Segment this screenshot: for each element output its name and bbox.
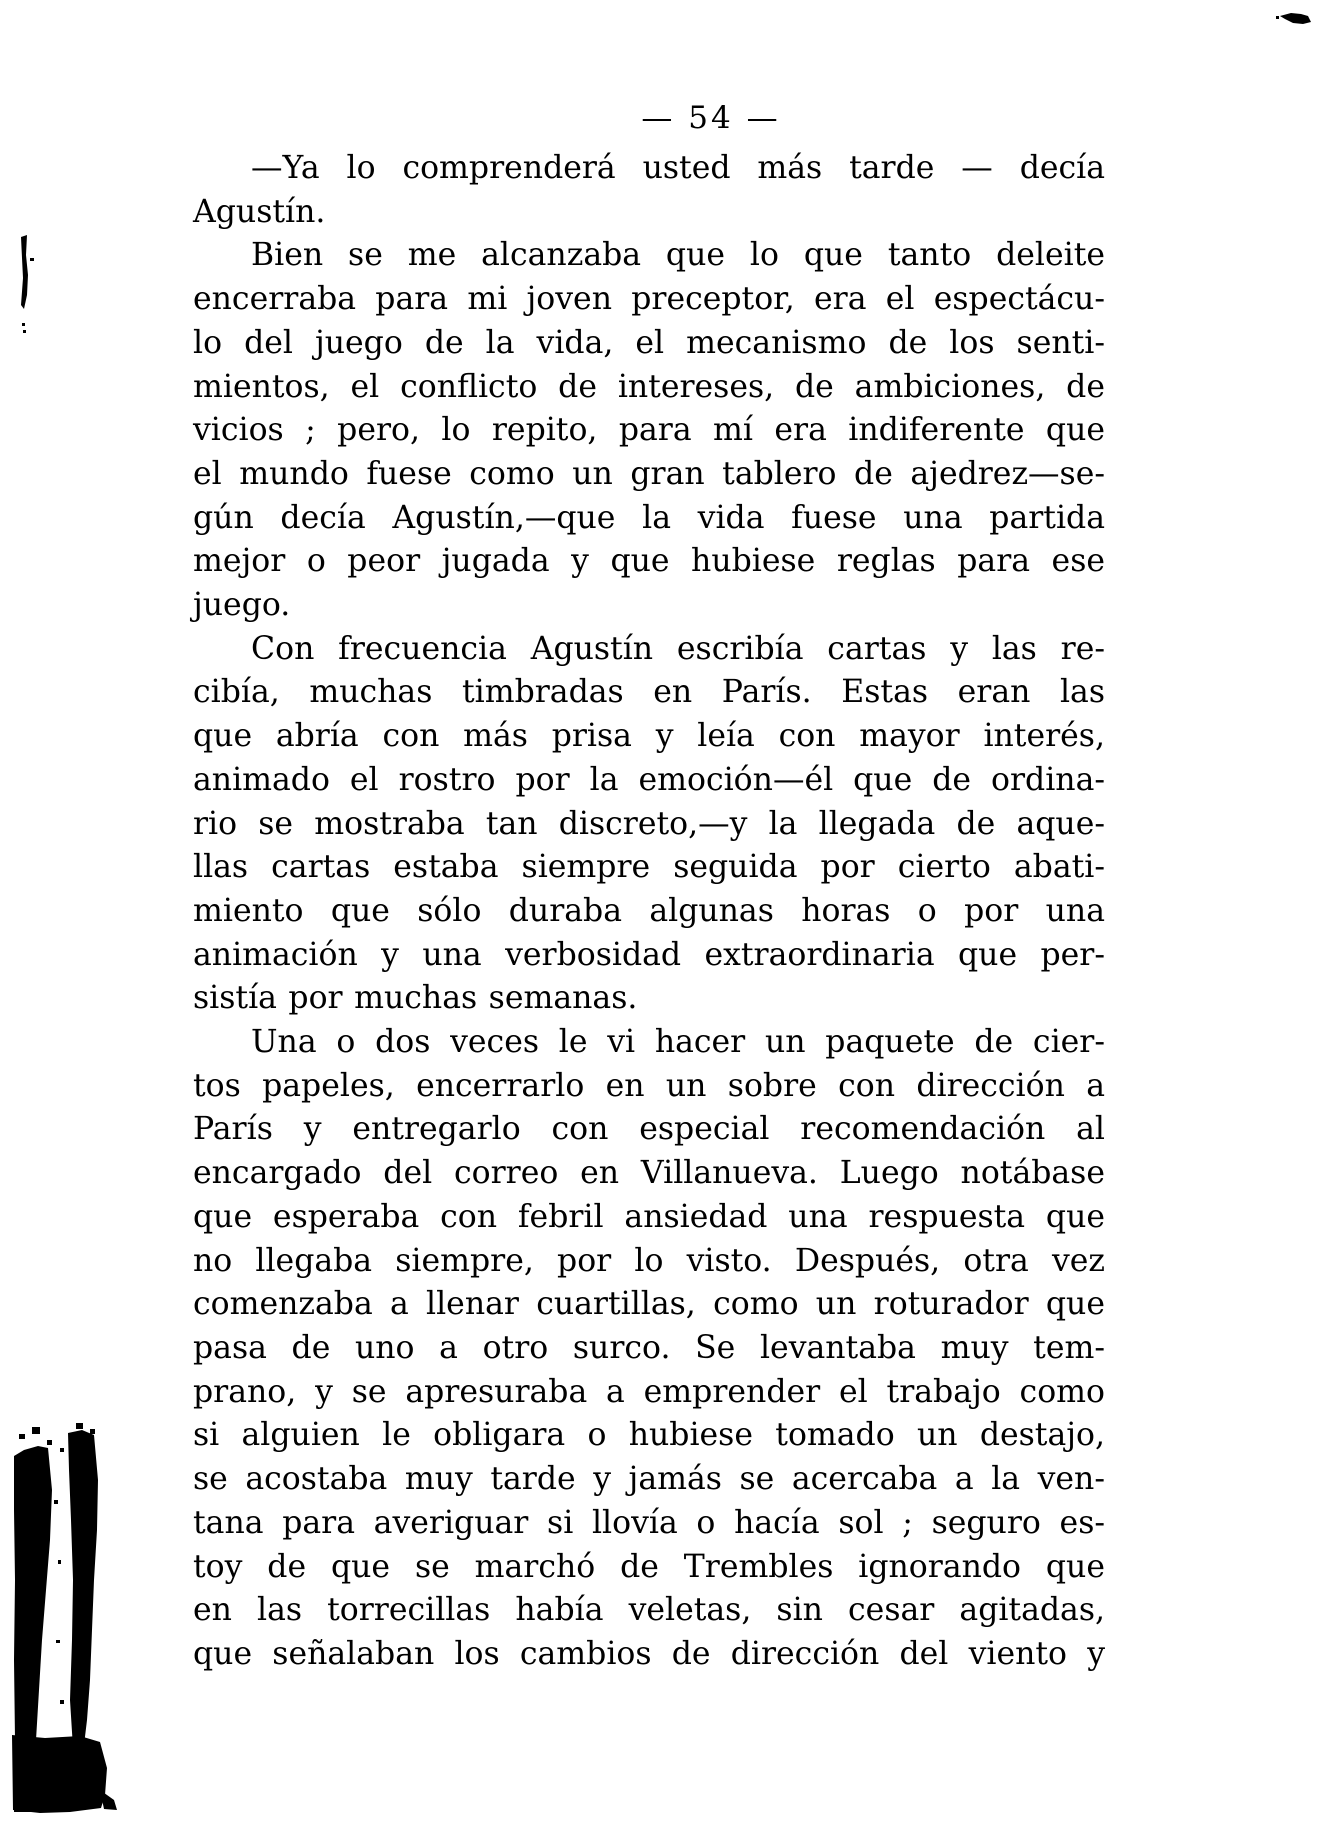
text-line: prano, y se apresuraba a emprender el trabajo como <box>193 1373 1105 1410</box>
text-line: que esperaba con febril ansiedad una respuesta que <box>193 1198 1105 1235</box>
text-line: rio se mostraba tan discreto,—y la llegada de aque- <box>193 805 1105 842</box>
text-line: el mundo fuese como un gran tablero de ajedrez—se- <box>193 455 1105 492</box>
text-line: Una o dos veces le vi hacer un paquete de cier- <box>251 1024 1105 1061</box>
text-line: si alguien le obligara o hubiese tomado un destajo, <box>193 1417 1105 1454</box>
text-line: —Ya lo comprenderá usted más tarde — decía <box>251 150 1105 186</box>
text-line: tos papeles, encerrarlo en un sobre con dirección a <box>193 1067 1105 1104</box>
text-line: París y entregarlo con especial recomendación al <box>193 1111 1105 1148</box>
text-line: cibía, muchas timbradas en París. Estas eran las <box>193 674 1105 711</box>
text-line: vicios ; pero, lo repito, para mí era indiferente que <box>193 412 1105 449</box>
page-body <box>193 147 1105 1677</box>
paragraph <box>193 234 1105 627</box>
paragraph <box>193 1021 1105 1677</box>
text-line: sistía por muchas semanas. <box>193 980 638 1017</box>
text-line: que abría con más prisa y leía con mayor interés, <box>193 718 1105 755</box>
text-line: se acostaba muy tarde y jamás se acercaba a la ven- <box>193 1461 1105 1498</box>
paragraph <box>193 147 1105 234</box>
text-line: llas cartas estaba siempre seguida por cierto abati- <box>193 849 1105 886</box>
text-line: Bien se me alcanzaba que lo que tanto deleite <box>251 237 1105 274</box>
text-line: comenzaba a llenar cuartillas, como un roturador que <box>193 1286 1105 1323</box>
text-line: mientos, el conflicto de intereses, de ambiciones, de <box>193 368 1105 405</box>
text-line: mejor o peor jugada y que hubiese reglas para ese <box>193 543 1105 580</box>
text-line: animado el rostro por la emoción—él que de ordina- <box>193 761 1105 798</box>
text-line: pasa de uno a otro surco. Se levantaba muy tem- <box>193 1329 1105 1366</box>
text-line: juego. <box>193 587 291 624</box>
text-line: lo del juego de la vida, el mecanismo de los senti- <box>193 324 1105 361</box>
ink-blot-bottom-left <box>12 1423 117 1813</box>
text-line: que señalaban los cambios de dirección del viento y <box>193 1635 1105 1672</box>
page-number: — 54 — <box>641 100 781 136</box>
text-line: no llegaba siempre, por lo visto. Después, otra vez <box>193 1242 1105 1279</box>
paragraph <box>193 628 1105 1021</box>
text-line: encargado del correo en Villanueva. Luego notábase <box>193 1155 1105 1192</box>
pen-mark-left-margin <box>21 235 34 333</box>
text-line: Con frecuencia Agustín escribía cartas y las re- <box>251 630 1105 667</box>
text-line: tana para averiguar si llovía o hacía sol ; seguro es- <box>193 1504 1105 1541</box>
text-line: toy de que se marchó de Trembles ignorando que <box>193 1548 1105 1585</box>
text-line: gún decía Agustín,—que la vida fuese una partida <box>193 499 1105 536</box>
text-line: Agustín. <box>193 193 326 230</box>
ink-smudge-top-right <box>1276 13 1311 24</box>
text-line: encerraba para mi joven preceptor, era el espectácu- <box>193 281 1105 318</box>
text-line: miento que sólo duraba algunas horas o por una <box>193 892 1105 929</box>
text-line: animación y una verbosidad extraordinaria que per- <box>193 936 1105 973</box>
text-line: en las torrecillas había veletas, sin cesar agitadas, <box>193 1592 1105 1629</box>
